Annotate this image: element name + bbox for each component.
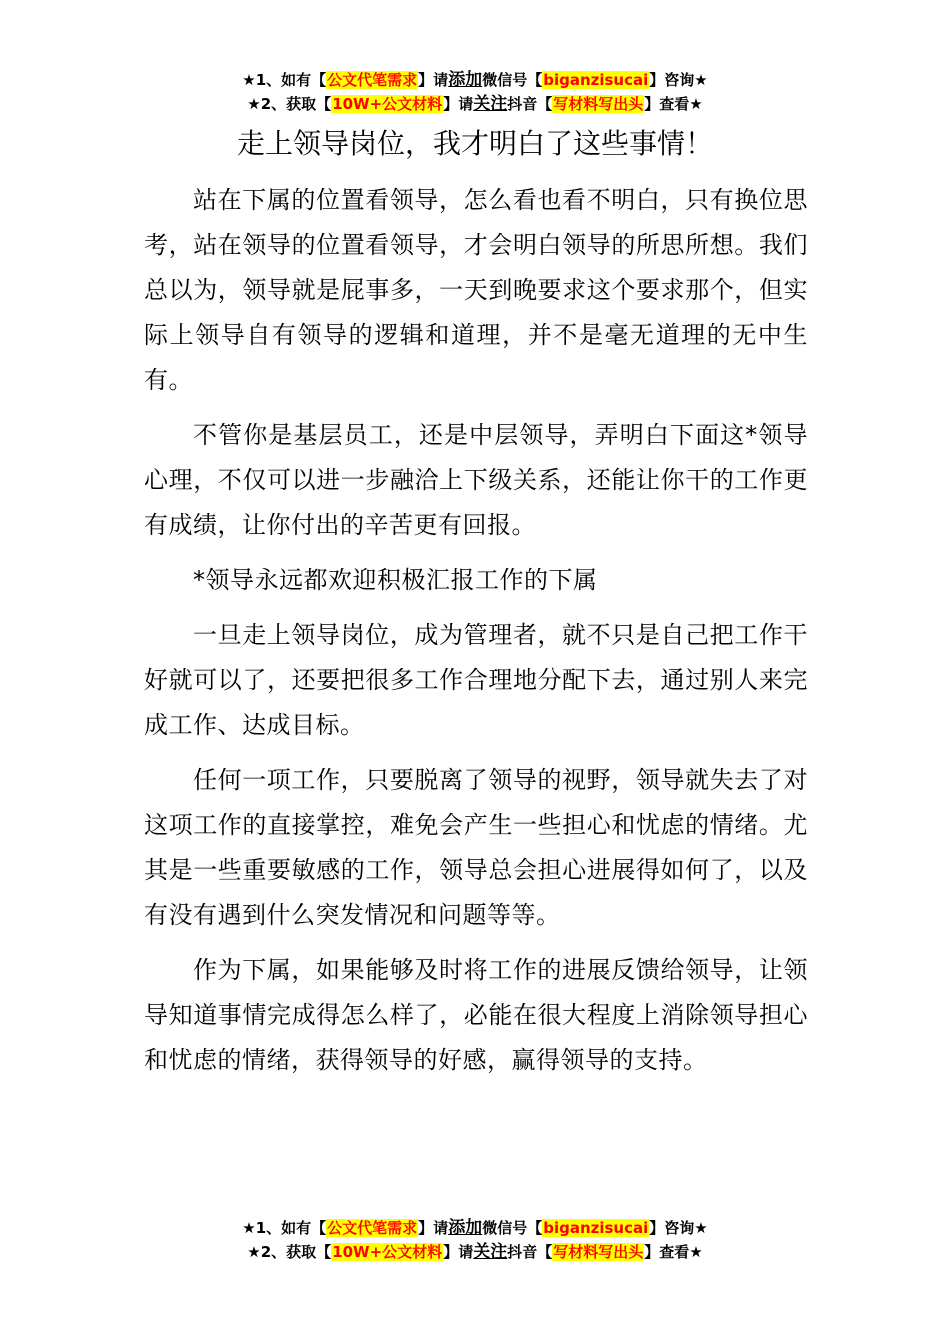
- banner-douyin-id: 写材料写出头: [553, 1243, 644, 1261]
- banner-emphasis: 关注: [473, 1242, 508, 1262]
- document-title: 走上领导岗位，我才明白了这些事情！: [236, 127, 713, 160]
- banner-text: 微信号【: [482, 71, 543, 89]
- paragraph: 一旦走上领导岗位，成为管理者，就不只是自己把工作干好就可以了，还要把很多工作合理地分配下去，通过别人来完成工作、达成目标。: [144, 621, 808, 739]
- banner-text: 微信号【: [482, 1219, 543, 1237]
- banner-text: ★2、获取【: [247, 95, 332, 113]
- banner-highlight: 10W+公文材料: [332, 1243, 443, 1261]
- banner-text: 】咨询★: [649, 1219, 708, 1237]
- banner-text: 抖音【: [507, 95, 553, 113]
- header-banner: [0, 68, 950, 116]
- banner-text: ★1、如有【: [242, 71, 327, 89]
- banner-line-2: [0, 92, 950, 116]
- banner-emphasis: 关注: [473, 94, 508, 114]
- paragraph: 作为下属，如果能够及时将工作的进展反馈给领导，让领导知道事情完成得怎么样了，必能在很大程度上消除领导担心和忧虑的情绪，获得领导的好感，赢得领导的支持。: [144, 956, 808, 1074]
- banner-text: 】请: [418, 71, 449, 89]
- banner-text: 】查看★: [644, 95, 703, 113]
- banner-wechat-id: biganzisucai: [543, 71, 649, 89]
- banner-emphasis: 添加: [448, 70, 483, 90]
- banner-text: ★2、获取【: [247, 1243, 332, 1261]
- banner-emphasis: 添加: [448, 1218, 483, 1238]
- banner-text: 抖音【: [507, 1243, 553, 1261]
- banner-text: 】查看★: [644, 1243, 703, 1261]
- banner-douyin-id: 写材料写出头: [553, 95, 644, 113]
- footer-banner: [0, 1216, 950, 1264]
- banner-line-1: [0, 68, 950, 92]
- document-body: [144, 178, 808, 1093]
- banner-highlight: 公文代笔需求: [327, 1219, 418, 1237]
- paragraph: 不管你是基层员工，还是中层领导，弄明白下面这*领导心理，不仅可以进一步融洽上下级关系，还能让你干的工作更有成绩，让你付出的辛苦更有回报。: [144, 421, 808, 539]
- banner-highlight: 公文代笔需求: [327, 71, 418, 89]
- banner-text: 】请: [443, 95, 474, 113]
- banner-text: 】请: [443, 1243, 474, 1261]
- banner-highlight: 10W+公文材料: [332, 95, 443, 113]
- banner-text: 】咨询★: [649, 71, 708, 89]
- paragraph: 任何一项工作，只要脱离了领导的视野，领导就失去了对这项工作的直接掌控，难免会产生一些担心和忧虑的情绪。尤其是一些重要敏感的工作，领导总会担心进展得如何了，以及有没有遇到什么突发情况和问题等等。: [144, 766, 808, 929]
- paragraph: 站在下属的位置看领导，怎么看也看不明白，只有换位思考，站在领导的位置看领导，才会明白领导的所思所想。我们总以为，领导就是屁事多，一天到晚要求这个要求那个，但实际上领导自有领导的逻辑和道理，并不是毫无道理的无中生有。: [144, 186, 808, 394]
- banner-line-1: [0, 1216, 950, 1240]
- banner-line-2: [0, 1240, 950, 1264]
- section-heading: *领导永远都欢迎积极汇报工作的下属: [193, 566, 598, 594]
- banner-text: 】请: [418, 1219, 449, 1237]
- banner-wechat-id: biganzisucai: [543, 1219, 649, 1237]
- banner-text: ★1、如有【: [242, 1219, 327, 1237]
